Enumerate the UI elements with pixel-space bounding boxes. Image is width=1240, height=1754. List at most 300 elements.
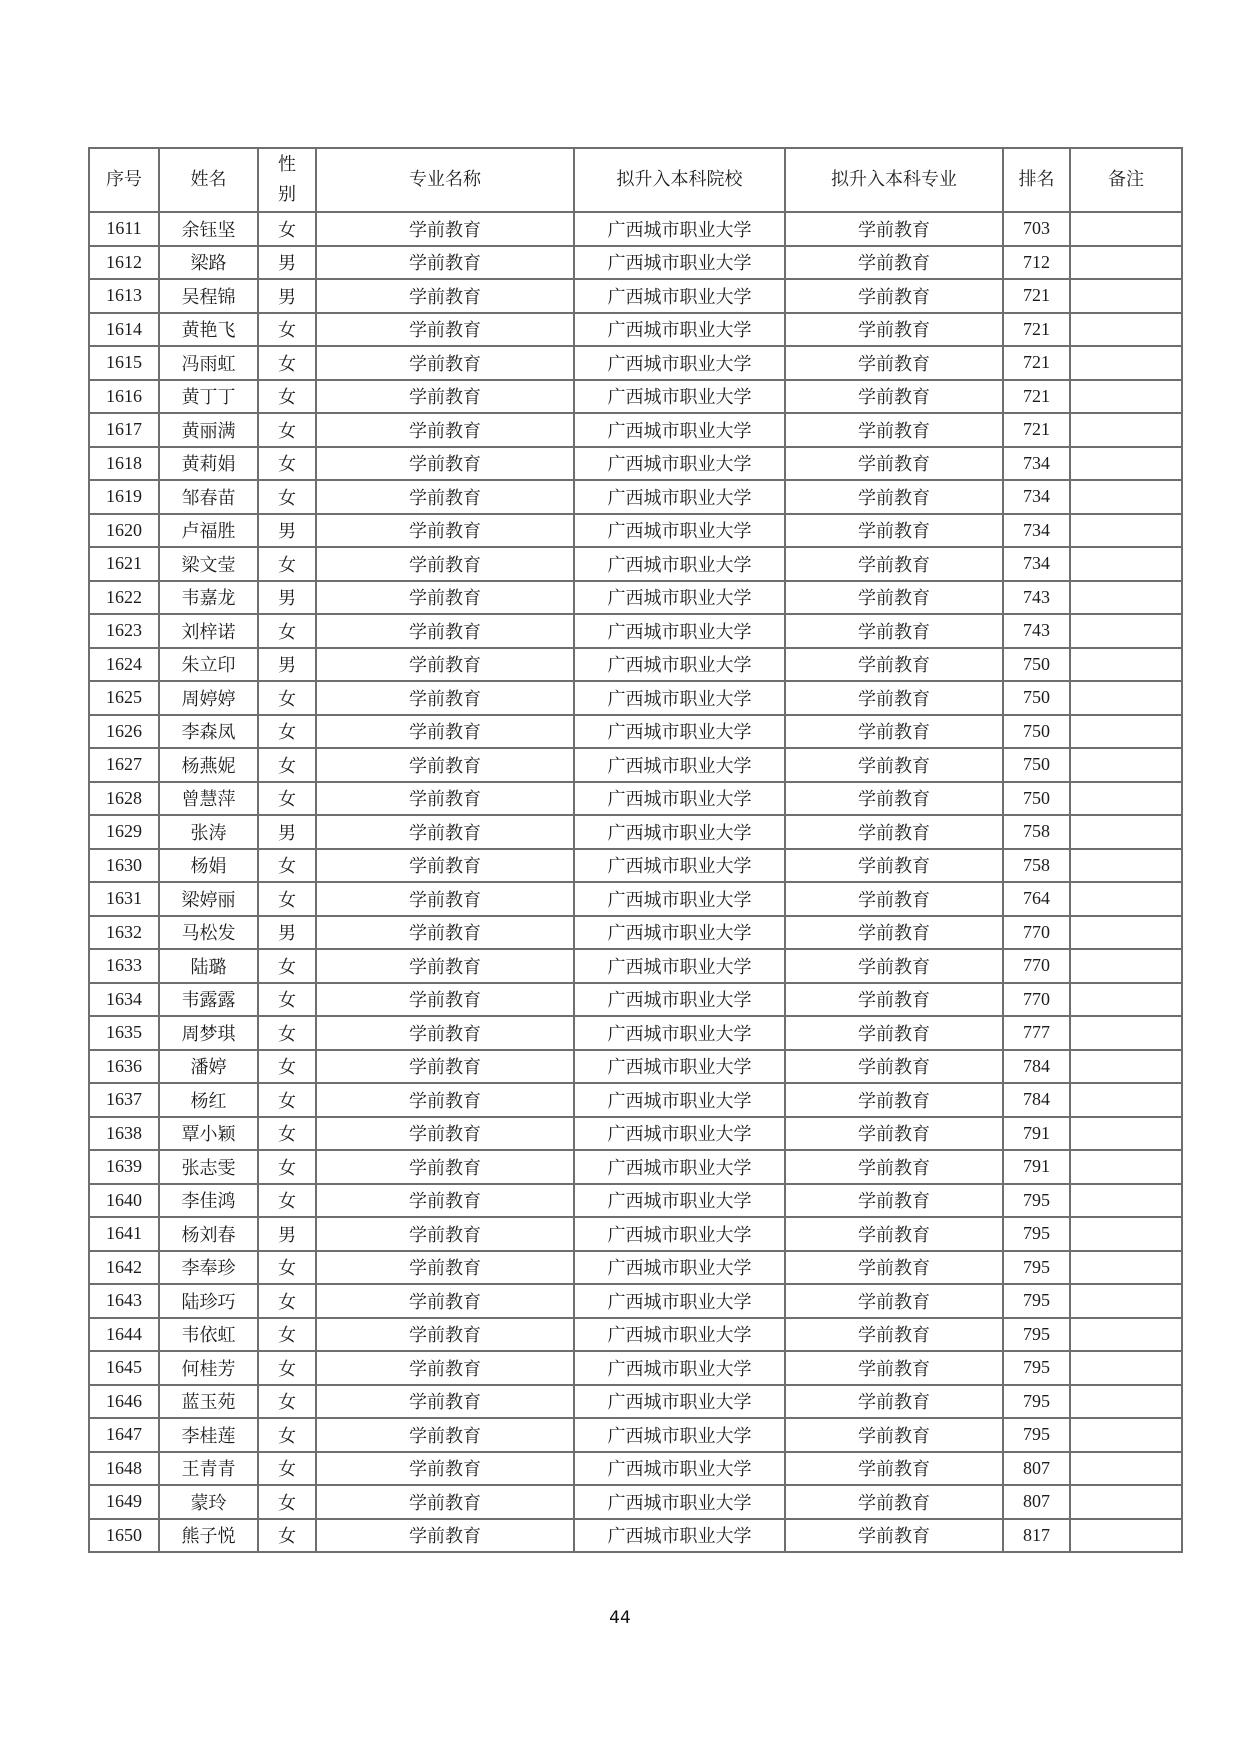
cell-major: 学前教育 [316, 1452, 574, 1486]
cell-name: 熊子悦 [159, 1519, 258, 1553]
cell-name: 韦嘉龙 [159, 581, 258, 615]
cell-gender: 女 [258, 1184, 316, 1218]
cell-gender: 女 [258, 1251, 316, 1285]
cell-gender: 女 [258, 1016, 316, 1050]
cell-name: 周婷婷 [159, 681, 258, 715]
cell-name: 黄丁丁 [159, 380, 258, 414]
cell-target-major: 学前教育 [785, 1485, 1003, 1519]
cell-major: 学前教育 [316, 614, 574, 648]
cell-major: 学前教育 [316, 715, 574, 749]
cell-gender: 女 [258, 782, 316, 816]
cell-index: 1612 [89, 246, 159, 280]
cell-name: 梁文莹 [159, 547, 258, 581]
cell-rank: 743 [1003, 614, 1070, 648]
table-row [89, 447, 1182, 481]
cell-major: 学前教育 [316, 1318, 574, 1352]
cell-rank: 721 [1003, 380, 1070, 414]
cell-gender: 男 [258, 581, 316, 615]
cell-gender: 女 [258, 212, 316, 246]
cell-rank: 795 [1003, 1385, 1070, 1419]
cell-major: 学前教育 [316, 1150, 574, 1184]
cell-target-major: 学前教育 [785, 815, 1003, 849]
cell-gender: 男 [258, 1217, 316, 1251]
cell-remark [1070, 1351, 1182, 1385]
cell-target-major: 学前教育 [785, 547, 1003, 581]
cell-name: 蓝玉苑 [159, 1385, 258, 1419]
cell-remark [1070, 1050, 1182, 1084]
cell-name: 黄丽满 [159, 413, 258, 447]
cell-target-major: 学前教育 [785, 581, 1003, 615]
cell-remark [1070, 246, 1182, 280]
cell-name: 李佳鸿 [159, 1184, 258, 1218]
table-row [89, 748, 1182, 782]
cell-college: 广西城市职业大学 [574, 1217, 785, 1251]
cell-rank: 750 [1003, 715, 1070, 749]
cell-rank: 743 [1003, 581, 1070, 615]
table-row [89, 983, 1182, 1017]
cell-target-major: 学前教育 [785, 882, 1003, 916]
cell-major: 学前教育 [316, 1184, 574, 1218]
cell-remark [1070, 1117, 1182, 1151]
cell-rank: 784 [1003, 1050, 1070, 1084]
cell-index: 1649 [89, 1485, 159, 1519]
cell-index: 1614 [89, 313, 159, 347]
cell-remark [1070, 681, 1182, 715]
cell-college: 广西城市职业大学 [574, 1385, 785, 1419]
cell-rank: 734 [1003, 547, 1070, 581]
table-row [89, 1418, 1182, 1452]
cell-college: 广西城市职业大学 [574, 1251, 785, 1285]
cell-major: 学前教育 [316, 1418, 574, 1452]
table-row [89, 782, 1182, 816]
cell-target-major: 学前教育 [785, 1519, 1003, 1553]
cell-index: 1639 [89, 1150, 159, 1184]
cell-rank: 795 [1003, 1284, 1070, 1318]
cell-name: 潘婷 [159, 1050, 258, 1084]
table-row [89, 1485, 1182, 1519]
cell-name: 朱立印 [159, 648, 258, 682]
cell-target-major: 学前教育 [785, 246, 1003, 280]
cell-remark [1070, 279, 1182, 313]
table-row [89, 514, 1182, 548]
table-row [89, 547, 1182, 581]
table-row [89, 1083, 1182, 1117]
cell-rank: 734 [1003, 480, 1070, 514]
column-header-major: 专业名称 [316, 148, 574, 212]
cell-gender: 女 [258, 849, 316, 883]
cell-college: 广西城市职业大学 [574, 949, 785, 983]
cell-college: 广西城市职业大学 [574, 782, 785, 816]
cell-rank: 734 [1003, 447, 1070, 481]
cell-gender: 女 [258, 748, 316, 782]
cell-index: 1620 [89, 514, 159, 548]
table-row [89, 1519, 1182, 1553]
cell-remark [1070, 1251, 1182, 1285]
cell-major: 学前教育 [316, 1050, 574, 1084]
column-header-name: 姓名 [159, 148, 258, 212]
cell-name: 韦露露 [159, 983, 258, 1017]
cell-index: 1632 [89, 916, 159, 950]
cell-name: 李森凤 [159, 715, 258, 749]
cell-college: 广西城市职业大学 [574, 380, 785, 414]
cell-college: 广西城市职业大学 [574, 581, 785, 615]
cell-target-major: 学前教育 [785, 1050, 1003, 1084]
table-row [89, 715, 1182, 749]
cell-rank: 817 [1003, 1519, 1070, 1553]
cell-target-major: 学前教育 [785, 916, 1003, 950]
table-row [89, 1385, 1182, 1419]
cell-target-major: 学前教育 [785, 313, 1003, 347]
cell-gender: 男 [258, 246, 316, 280]
table-row [89, 1251, 1182, 1285]
cell-name: 黄艳飞 [159, 313, 258, 347]
cell-major: 学前教育 [316, 447, 574, 481]
cell-target-major: 学前教育 [785, 1318, 1003, 1352]
column-header-gender [258, 148, 316, 212]
cell-index: 1633 [89, 949, 159, 983]
cell-remark [1070, 1452, 1182, 1486]
cell-name: 张志雯 [159, 1150, 258, 1184]
cell-major: 学前教育 [316, 380, 574, 414]
cell-name: 陆珍巧 [159, 1284, 258, 1318]
cell-index: 1638 [89, 1117, 159, 1151]
cell-major: 学前教育 [316, 782, 574, 816]
cell-remark [1070, 849, 1182, 883]
cell-name: 张涛 [159, 815, 258, 849]
cell-gender: 女 [258, 313, 316, 347]
cell-remark [1070, 648, 1182, 682]
cell-target-major: 学前教育 [785, 748, 1003, 782]
cell-gender: 女 [258, 715, 316, 749]
table-row [89, 313, 1182, 347]
cell-college: 广西城市职业大学 [574, 1318, 785, 1352]
cell-gender: 女 [258, 1117, 316, 1151]
cell-gender: 女 [258, 949, 316, 983]
cell-name: 王青青 [159, 1452, 258, 1486]
cell-major: 学前教育 [316, 413, 574, 447]
cell-index: 1643 [89, 1284, 159, 1318]
table-row [89, 279, 1182, 313]
cell-rank: 807 [1003, 1485, 1070, 1519]
cell-college: 广西城市职业大学 [574, 748, 785, 782]
cell-remark [1070, 380, 1182, 414]
cell-remark [1070, 346, 1182, 380]
cell-remark [1070, 1150, 1182, 1184]
column-header-rank: 排名 [1003, 148, 1070, 212]
cell-target-major: 学前教育 [785, 413, 1003, 447]
cell-remark [1070, 1217, 1182, 1251]
cell-gender: 女 [258, 1150, 316, 1184]
table-row [89, 1016, 1182, 1050]
cell-major: 学前教育 [316, 882, 574, 916]
cell-gender: 女 [258, 1050, 316, 1084]
table-row [89, 346, 1182, 380]
cell-index: 1613 [89, 279, 159, 313]
table-row [89, 1117, 1182, 1151]
cell-major: 学前教育 [316, 1217, 574, 1251]
cell-gender: 女 [258, 1452, 316, 1486]
cell-gender: 男 [258, 648, 316, 682]
cell-target-major: 学前教育 [785, 1083, 1003, 1117]
cell-target-major: 学前教育 [785, 380, 1003, 414]
cell-rank: 791 [1003, 1150, 1070, 1184]
cell-index: 1630 [89, 849, 159, 883]
table-row [89, 1318, 1182, 1352]
cell-remark [1070, 983, 1182, 1017]
cell-name: 李桂莲 [159, 1418, 258, 1452]
cell-college: 广西城市职业大学 [574, 313, 785, 347]
cell-index: 1622 [89, 581, 159, 615]
cell-major: 学前教育 [316, 1251, 574, 1285]
cell-major: 学前教育 [316, 949, 574, 983]
cell-gender: 女 [258, 1351, 316, 1385]
cell-rank: 721 [1003, 413, 1070, 447]
column-header-remark: 备注 [1070, 148, 1182, 212]
cell-major: 学前教育 [316, 815, 574, 849]
cell-index: 1650 [89, 1519, 159, 1553]
table-row [89, 581, 1182, 615]
cell-college: 广西城市职业大学 [574, 648, 785, 682]
cell-name: 吴程锦 [159, 279, 258, 313]
cell-major: 学前教育 [316, 648, 574, 682]
cell-index: 1640 [89, 1184, 159, 1218]
cell-target-major: 学前教育 [785, 279, 1003, 313]
cell-name: 刘梓诺 [159, 614, 258, 648]
cell-remark [1070, 882, 1182, 916]
cell-remark [1070, 547, 1182, 581]
cell-gender: 男 [258, 815, 316, 849]
cell-rank: 795 [1003, 1351, 1070, 1385]
cell-index: 1624 [89, 648, 159, 682]
cell-remark [1070, 1083, 1182, 1117]
cell-gender: 女 [258, 983, 316, 1017]
cell-target-major: 学前教育 [785, 1217, 1003, 1251]
cell-college: 广西城市职业大学 [574, 346, 785, 380]
cell-index: 1631 [89, 882, 159, 916]
cell-target-major: 学前教育 [785, 1284, 1003, 1318]
cell-index: 1637 [89, 1083, 159, 1117]
column-header-college: 拟升入本科院校 [574, 148, 785, 212]
cell-index: 1644 [89, 1318, 159, 1352]
cell-name: 陆璐 [159, 949, 258, 983]
cell-remark [1070, 480, 1182, 514]
cell-index: 1616 [89, 380, 159, 414]
cell-college: 广西城市职业大学 [574, 413, 785, 447]
cell-college: 广西城市职业大学 [574, 447, 785, 481]
cell-gender: 女 [258, 1418, 316, 1452]
table-row [89, 614, 1182, 648]
cell-remark [1070, 1318, 1182, 1352]
cell-gender: 女 [258, 380, 316, 414]
cell-major: 学前教育 [316, 681, 574, 715]
table-row [89, 1050, 1182, 1084]
cell-target-major: 学前教育 [785, 1452, 1003, 1486]
cell-college: 广西城市职业大学 [574, 480, 785, 514]
cell-remark [1070, 916, 1182, 950]
cell-index: 1646 [89, 1385, 159, 1419]
cell-index: 1628 [89, 782, 159, 816]
cell-remark [1070, 748, 1182, 782]
cell-remark [1070, 614, 1182, 648]
cell-rank: 712 [1003, 246, 1070, 280]
cell-gender: 女 [258, 1318, 316, 1352]
cell-target-major: 学前教育 [785, 1351, 1003, 1385]
cell-major: 学前教育 [316, 313, 574, 347]
cell-remark [1070, 1385, 1182, 1419]
table-row [89, 1217, 1182, 1251]
cell-target-major: 学前教育 [785, 212, 1003, 246]
cell-index: 1641 [89, 1217, 159, 1251]
table-row [89, 380, 1182, 414]
cell-major: 学前教育 [316, 279, 574, 313]
cell-index: 1636 [89, 1050, 159, 1084]
cell-target-major: 学前教育 [785, 1016, 1003, 1050]
cell-target-major: 学前教育 [785, 1117, 1003, 1151]
cell-college: 广西城市职业大学 [574, 815, 785, 849]
table-row [89, 882, 1182, 916]
cell-index: 1645 [89, 1351, 159, 1385]
table-row [89, 246, 1182, 280]
cell-target-major: 学前教育 [785, 1150, 1003, 1184]
cell-major: 学前教育 [316, 916, 574, 950]
cell-major: 学前教育 [316, 212, 574, 246]
cell-target-major: 学前教育 [785, 983, 1003, 1017]
cell-major: 学前教育 [316, 346, 574, 380]
table-row [89, 849, 1182, 883]
cell-gender: 男 [258, 514, 316, 548]
student-table-header [89, 148, 1182, 212]
cell-name: 杨娟 [159, 849, 258, 883]
cell-major: 学前教育 [316, 1284, 574, 1318]
cell-index: 1635 [89, 1016, 159, 1050]
cell-college: 广西城市职业大学 [574, 849, 785, 883]
cell-college: 广西城市职业大学 [574, 983, 785, 1017]
cell-major: 学前教育 [316, 1385, 574, 1419]
cell-gender: 男 [258, 279, 316, 313]
cell-rank: 721 [1003, 279, 1070, 313]
cell-rank: 770 [1003, 949, 1070, 983]
cell-name: 蒙玲 [159, 1485, 258, 1519]
cell-rank: 764 [1003, 882, 1070, 916]
cell-name: 梁路 [159, 246, 258, 280]
cell-remark [1070, 949, 1182, 983]
table-row [89, 681, 1182, 715]
cell-name: 何桂芳 [159, 1351, 258, 1385]
cell-index: 1634 [89, 983, 159, 1017]
cell-target-major: 学前教育 [785, 1251, 1003, 1285]
cell-major: 学前教育 [316, 849, 574, 883]
cell-name: 黄莉娟 [159, 447, 258, 481]
cell-college: 广西城市职业大学 [574, 1117, 785, 1151]
table-row [89, 916, 1182, 950]
cell-rank: 758 [1003, 815, 1070, 849]
cell-name: 马松发 [159, 916, 258, 950]
cell-gender: 女 [258, 1519, 316, 1553]
cell-name: 邹春苗 [159, 480, 258, 514]
cell-remark [1070, 782, 1182, 816]
cell-rank: 721 [1003, 313, 1070, 347]
cell-college: 广西城市职业大学 [574, 1351, 785, 1385]
cell-major: 学前教育 [316, 547, 574, 581]
cell-name: 杨燕妮 [159, 748, 258, 782]
table-row [89, 413, 1182, 447]
cell-college: 广西城市职业大学 [574, 547, 785, 581]
cell-college: 广西城市职业大学 [574, 1284, 785, 1318]
cell-index: 1617 [89, 413, 159, 447]
cell-target-major: 学前教育 [785, 1385, 1003, 1419]
cell-gender: 女 [258, 1284, 316, 1318]
cell-college: 广西城市职业大学 [574, 1485, 785, 1519]
cell-rank: 777 [1003, 1016, 1070, 1050]
cell-index: 1647 [89, 1418, 159, 1452]
cell-remark [1070, 212, 1182, 246]
cell-rank: 795 [1003, 1251, 1070, 1285]
cell-index: 1619 [89, 480, 159, 514]
cell-college: 广西城市职业大学 [574, 614, 785, 648]
cell-name: 李奉珍 [159, 1251, 258, 1285]
student-table-body [89, 212, 1182, 1552]
cell-gender: 女 [258, 447, 316, 481]
cell-target-major: 学前教育 [785, 1184, 1003, 1218]
cell-target-major: 学前教育 [785, 849, 1003, 883]
table-row [89, 1351, 1182, 1385]
cell-rank: 750 [1003, 782, 1070, 816]
cell-college: 广西城市职业大学 [574, 212, 785, 246]
table-row [89, 480, 1182, 514]
cell-major: 学前教育 [316, 1519, 574, 1553]
cell-target-major: 学前教育 [785, 447, 1003, 481]
cell-index: 1648 [89, 1452, 159, 1486]
cell-index: 1621 [89, 547, 159, 581]
cell-target-major: 学前教育 [785, 782, 1003, 816]
cell-college: 广西城市职业大学 [574, 1519, 785, 1553]
cell-remark [1070, 1418, 1182, 1452]
cell-rank: 750 [1003, 748, 1070, 782]
cell-gender: 女 [258, 1485, 316, 1519]
cell-target-major: 学前教育 [785, 949, 1003, 983]
cell-rank: 795 [1003, 1184, 1070, 1218]
cell-name: 杨红 [159, 1083, 258, 1117]
cell-target-major: 学前教育 [785, 648, 1003, 682]
cell-remark [1070, 514, 1182, 548]
cell-index: 1627 [89, 748, 159, 782]
cell-name: 梁婷丽 [159, 882, 258, 916]
cell-major: 学前教育 [316, 1016, 574, 1050]
cell-remark [1070, 1016, 1182, 1050]
cell-college: 广西城市职业大学 [574, 1150, 785, 1184]
cell-rank: 721 [1003, 346, 1070, 380]
table-row [89, 949, 1182, 983]
cell-major: 学前教育 [316, 480, 574, 514]
cell-remark [1070, 1519, 1182, 1553]
cell-remark [1070, 447, 1182, 481]
cell-rank: 807 [1003, 1452, 1070, 1486]
cell-remark [1070, 1485, 1182, 1519]
cell-gender: 女 [258, 681, 316, 715]
cell-college: 广西城市职业大学 [574, 514, 785, 548]
cell-gender: 女 [258, 346, 316, 380]
cell-index: 1626 [89, 715, 159, 749]
cell-index: 1642 [89, 1251, 159, 1285]
cell-name: 杨刘春 [159, 1217, 258, 1251]
table-row [89, 1452, 1182, 1486]
cell-rank: 795 [1003, 1418, 1070, 1452]
cell-gender: 女 [258, 1083, 316, 1117]
column-header-index: 序号 [89, 148, 159, 212]
student-table [88, 147, 1183, 1553]
cell-target-major: 学前教育 [785, 1418, 1003, 1452]
cell-rank: 758 [1003, 849, 1070, 883]
